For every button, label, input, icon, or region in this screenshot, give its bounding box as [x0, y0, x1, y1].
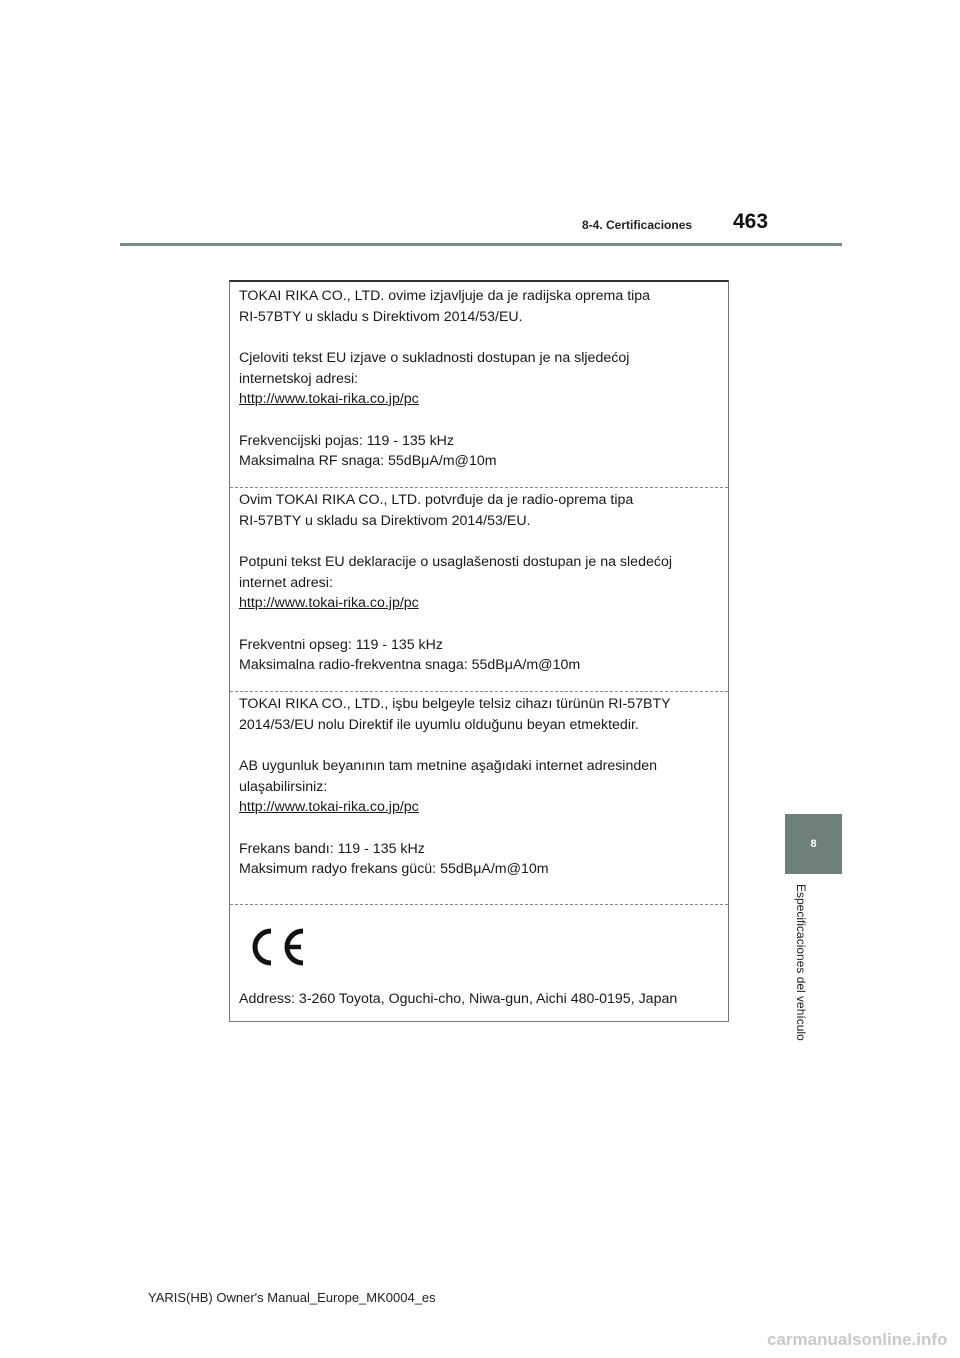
declaration-url-link[interactable]: http://www.tokai-rika.co.jp/pc	[239, 391, 419, 407]
availability-line: internet adresi:	[239, 574, 333, 591]
manufacturer-address: Address: 3-260 Toyota, Oguchi-cho, Niwa-gun, Aichi 480-0195, Japan	[239, 991, 678, 1007]
frequency-band: Frekans bandı: 119 - 135 kHz	[239, 840, 425, 857]
statement-line: RI-57BTY u skladu sa Direktivom 2014/53/EU.	[239, 512, 531, 529]
frequency-band: Frekvencijski pojas: 119 - 135 kHz	[239, 432, 455, 449]
frequency-band: Frekventni opseg: 119 - 135 kHz	[239, 636, 443, 653]
availability-line: ulaşabilirsiniz:	[239, 778, 328, 795]
statement-line: TOKAI RIKA CO., LTD. ovime izjavljuje da je radijska oprema tipa	[239, 288, 651, 304]
max-power: Maksimalna radio-frekventna snaga: 55dBμA/m@10m	[239, 657, 581, 673]
manual-footer: YARIS(HB) Owner's Manual_Europe_MK0004_es	[148, 1290, 436, 1305]
declaration-url-link[interactable]: http://www.tokai-rika.co.jp/pc	[239, 799, 419, 815]
statement-line: Ovim TOKAI RIKA CO., LTD. potvrđuje da je radio-oprema tipa	[239, 492, 634, 508]
chapter-tab: 8	[785, 814, 842, 874]
chapter-side-label: Especificaciones del vehículo	[794, 884, 808, 1041]
availability-line: Cjeloviti tekst EU izjave o sukladnosti dostupan je na sljedećoj	[239, 350, 630, 366]
availability-line: Potpuni tekst EU deklaracije o usaglašenosti dostupan je na sledećoj	[239, 554, 672, 570]
statement-line: RI-57BTY u skladu s Direktivom 2014/53/EU.	[239, 308, 523, 325]
header-divider	[120, 243, 842, 246]
serbian-declaration	[230, 487, 728, 691]
site-watermark: carmanualsonline.info	[767, 1330, 948, 1349]
statement-line: TOKAI RIKA CO., LTD., işbu belgeyle telsiz cihazı türünün RI-57BTY	[239, 696, 671, 712]
turkish-declaration	[230, 691, 728, 904]
availability-line: internetskoj adresi:	[239, 370, 359, 387]
statement-line: 2014/53/EU nolu Direktif ile uyumlu olduğunu beyan etmektedir.	[239, 716, 639, 733]
max-power: Maksimum radyo frekans gücü: 55dBμA/m@10m	[239, 861, 549, 877]
ce-section	[230, 904, 728, 1021]
declaration-url-link[interactable]: http://www.tokai-rika.co.jp/pc	[239, 595, 419, 611]
ce-mark-icon	[247, 925, 311, 969]
croatian-declaration	[230, 286, 728, 487]
availability-line: AB uygunluk beyanının tam metnine aşağıdaki internet adresinden	[239, 758, 658, 774]
section-title: 8-4. Certificaciones	[582, 218, 693, 232]
max-power: Maksimalna RF snaga: 55dBμA/m@10m	[239, 453, 497, 469]
certification-box	[229, 280, 729, 1022]
page-number: 463	[733, 210, 769, 233]
